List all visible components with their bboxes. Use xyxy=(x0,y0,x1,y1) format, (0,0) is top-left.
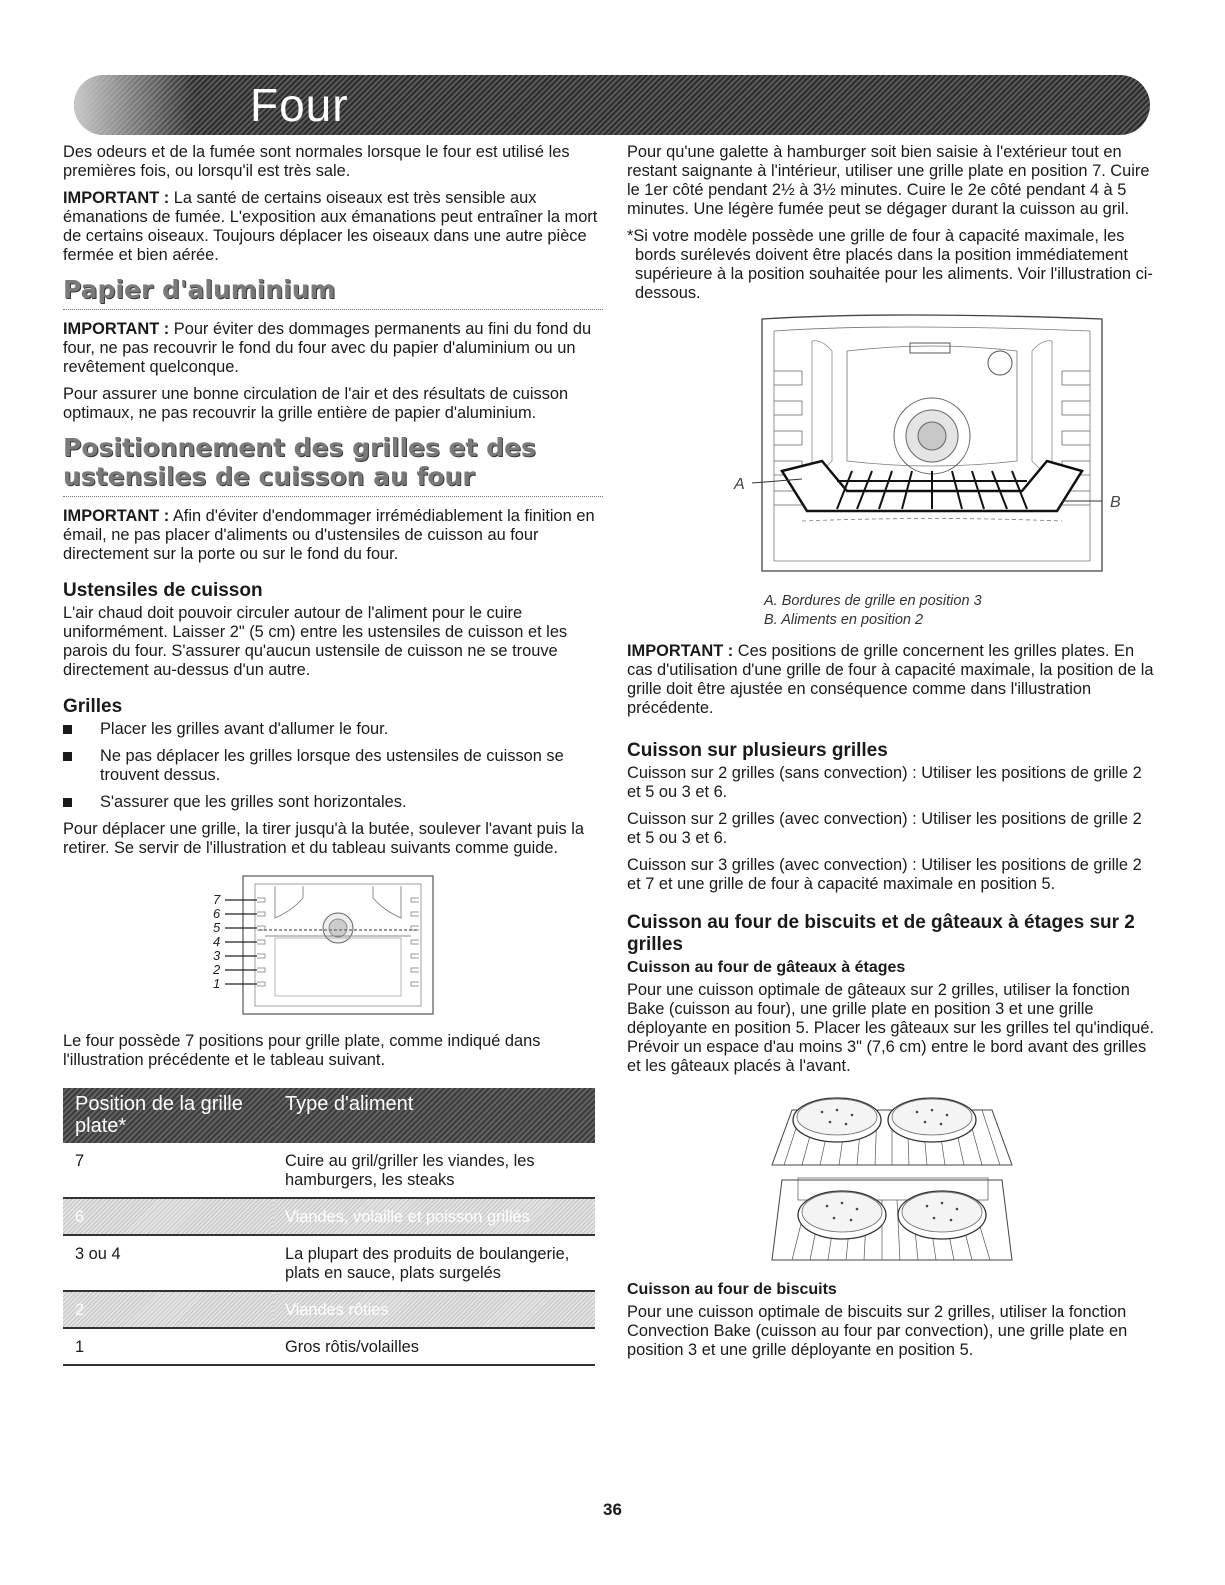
page-title: Four xyxy=(250,79,349,131)
table-cell-position: 1 xyxy=(63,1328,273,1365)
rack-number: 1 xyxy=(213,976,221,991)
flat-rack-warning-text: Ces positions de grille concernent les grilles plates. En cas d'utilisation d'une grille de four à capacité maximale, la position de la grille doit être ajustée en conséquence comme dans l'illustration précédente. xyxy=(627,642,1154,717)
rack-number: 5 xyxy=(213,920,221,935)
max-capacity-note: *Si votre modèle possède une grille de four à capacité maximale, les bords surélevés doivent être placés dans la position immédiatement supérieure à la position souhaitée pour les aliments. Voir l'illustration ci-dessous. xyxy=(627,227,1153,302)
rack-positions-paragraph: Le four possède 7 positions pour grille plate, comme indiqué dans l'illustration précédente et le tableau suivant. xyxy=(63,1032,541,1069)
left-column xyxy=(63,143,603,1366)
table-cell-food: Gros rôtis/volailles xyxy=(273,1328,595,1365)
two-rack-cakes-illustration xyxy=(762,1090,1022,1270)
hamburger-paragraph: Pour qu'une galette à hamburger soit bien saisie à l'extérieur tout en restant saignante à l'intérieur, utiliser une grille plate en position 7. Cuire le 1er côté pendant 2½ à 3½ minutes. Cuire le 2e côté pendant 4 à 5 minutes. Une légère fumée peut se dégager durant la cuisson au gril. xyxy=(627,143,1150,218)
figure-caption xyxy=(627,592,1157,630)
positioning-heading: Positionnement des grilles et des ustensiles de cuisson au four xyxy=(63,433,603,497)
rack-number: 7 xyxy=(213,892,221,907)
foil-warning xyxy=(63,320,603,377)
caption-a: A. Bordures de grille en position 3 xyxy=(764,593,982,609)
table-row xyxy=(63,1235,595,1291)
rack-position-table xyxy=(63,1088,595,1366)
table-row xyxy=(63,1143,595,1198)
page-number: 36 xyxy=(603,1500,622,1519)
table-row xyxy=(63,1328,595,1365)
multi-rack-paragraph-3: Cuisson sur 3 grilles (avec convection) : Utiliser les positions de grille 2 et 7 et une grille de four à capacité maximale en position 5. xyxy=(627,856,1142,893)
caption-b: B. Aliments en position 2 xyxy=(764,612,924,628)
move-rack-paragraph: Pour déplacer une grille, la tirer jusqu'à la butée, soulever l'avant puis la retirer. Se servir de l'illustration et du tableau suivants comme guide. xyxy=(63,820,585,857)
table-header-row xyxy=(63,1088,595,1143)
table-header-position: Position de la grille plate* xyxy=(63,1088,273,1143)
multi-rack-paragraph-2: Cuisson sur 2 grilles (avec convection) : Utiliser les positions de grille 2 et 5 ou 3 et 6. xyxy=(627,810,1142,847)
rack-number: 3 xyxy=(213,948,221,963)
multi-rack-heading: Cuisson sur plusieurs grilles xyxy=(627,740,888,761)
birds-warning xyxy=(63,189,603,265)
table-header-food-type: Type d'aliment xyxy=(273,1088,595,1143)
table-cell-food: La plupart des produits de boulangerie, plats en sauce, plats surgelés xyxy=(273,1235,595,1291)
positioning-warning xyxy=(63,507,603,564)
list-item: Placer les grilles avant d'allumer le four. xyxy=(63,720,603,739)
max-capacity-rack-illustration xyxy=(662,311,1122,586)
multi-rack-paragraph-1: Cuisson sur 2 grilles (sans convection) : Utiliser les positions de grille 2 et 5 ou 3 et 6. xyxy=(627,764,1142,801)
important-label: IMPORTANT : xyxy=(63,507,170,525)
rack-number: 6 xyxy=(213,906,221,921)
section-banner xyxy=(74,75,1150,135)
cookware-paragraph: L'air chaud doit pouvoir circuler autour de l'aliment pour le cuire uniformément. Laisser 2" (5 cm) entre les ustensiles de cuisson et les parois du four. S'assurer qu'aucun ustensile de cuisson ne se trouve directement au-dessus d'un autre. xyxy=(63,604,568,679)
birds-warning-text: La santé de certains oiseaux est très sensible aux émanations de fumée. L'exposition aux émanations peut entraîner la mort de certains oiseaux. Toujours déplacer les oiseaux dans une autre pièce fermée et bien aérée. xyxy=(63,189,598,264)
important-label: IMPORTANT : xyxy=(63,320,170,338)
racks-bullet-list xyxy=(63,720,603,812)
cookies-cakes-heading: Cuisson au four de biscuits et de gâteaux à étages sur 2 grilles xyxy=(627,912,1135,955)
table-cell-position: 6 xyxy=(63,1198,273,1235)
table-cell-food: Cuire au gril/griller les viandes, les hamburgers, les steaks xyxy=(273,1143,595,1198)
label-a: A xyxy=(734,476,745,493)
foil-warning-text: Pour éviter des dommages permanents au fini du fond du four, ne pas recouvrir le fond du four avec du papier d'aluminium ou un revêtement quelconque. xyxy=(63,320,592,376)
cookware-heading: Ustensiles de cuisson xyxy=(63,580,263,601)
table-row xyxy=(63,1198,595,1235)
table-cell-position: 7 xyxy=(63,1143,273,1198)
positioning-warning-text: Afin d'éviter d'endommager irrémédiablement la finition en émail, ne pas placer d'aliments ou d'ustensiles de cuisson au four directement sur la porte ou sur le fond du four. xyxy=(63,507,595,563)
right-column xyxy=(627,143,1157,1368)
rack-number: 2 xyxy=(213,962,221,977)
layer-cakes-paragraph: Pour une cuisson optimale de gâteaux sur 2 grilles, utiliser la fonction Bake (cuisson au four), une grille plate en position 3 et une grille déployante en position 5. Placer les gâteaux sur les grilles tel qu'indiqué. Prévoir un espace d'au moins 3" (7,6 cm) entre le bord avant des grilles et les gâteaux placés à l'avant. xyxy=(627,981,1155,1075)
label-b: B xyxy=(1110,494,1121,511)
rack-number: 4 xyxy=(213,934,221,949)
layer-cakes-subheading: Cuisson au four de gâteaux à étages xyxy=(627,959,906,976)
list-item: S'assurer que les grilles sont horizontales. xyxy=(63,793,603,812)
flat-rack-warning xyxy=(627,642,1157,718)
table-cell-position: 3 ou 4 xyxy=(63,1235,273,1291)
table-cell-position: 2 xyxy=(63,1291,273,1328)
important-label: IMPORTANT : xyxy=(627,642,734,660)
foil-paragraph: Pour assurer une bonne circulation de l'air et des résultats de cuisson optimaux, ne pas recouvrir la grille entière de papier d'aluminium. xyxy=(63,385,569,422)
list-item: Ne pas déplacer les grilles lorsque des ustensiles de cuisson se trouvent dessus. xyxy=(63,747,603,785)
foil-heading: Papier d'aluminium xyxy=(63,275,603,310)
intro-paragraph: Des odeurs et de la fumée sont normales lorsque le four est utilisé les premières fois, ou lorsqu'il est très sale. xyxy=(63,143,570,180)
banner-fade xyxy=(74,75,194,135)
table-row xyxy=(63,1291,595,1328)
important-label: IMPORTANT : xyxy=(63,189,170,207)
table-cell-food: Viandes rôties xyxy=(273,1291,595,1328)
cookies-paragraph: Pour une cuisson optimale de biscuits sur 2 grilles, utiliser la fonction Convection Bake (cuisson au four par convection), une grille plate en position 3 et une grille déployante en position 5. xyxy=(627,1303,1128,1359)
rack-positions-illustration xyxy=(203,868,443,1018)
racks-heading: Grilles xyxy=(63,696,123,717)
cookies-subheading: Cuisson au four de biscuits xyxy=(627,1281,837,1298)
table-cell-food: Viandes, volaille et poisson grillés xyxy=(273,1198,595,1235)
